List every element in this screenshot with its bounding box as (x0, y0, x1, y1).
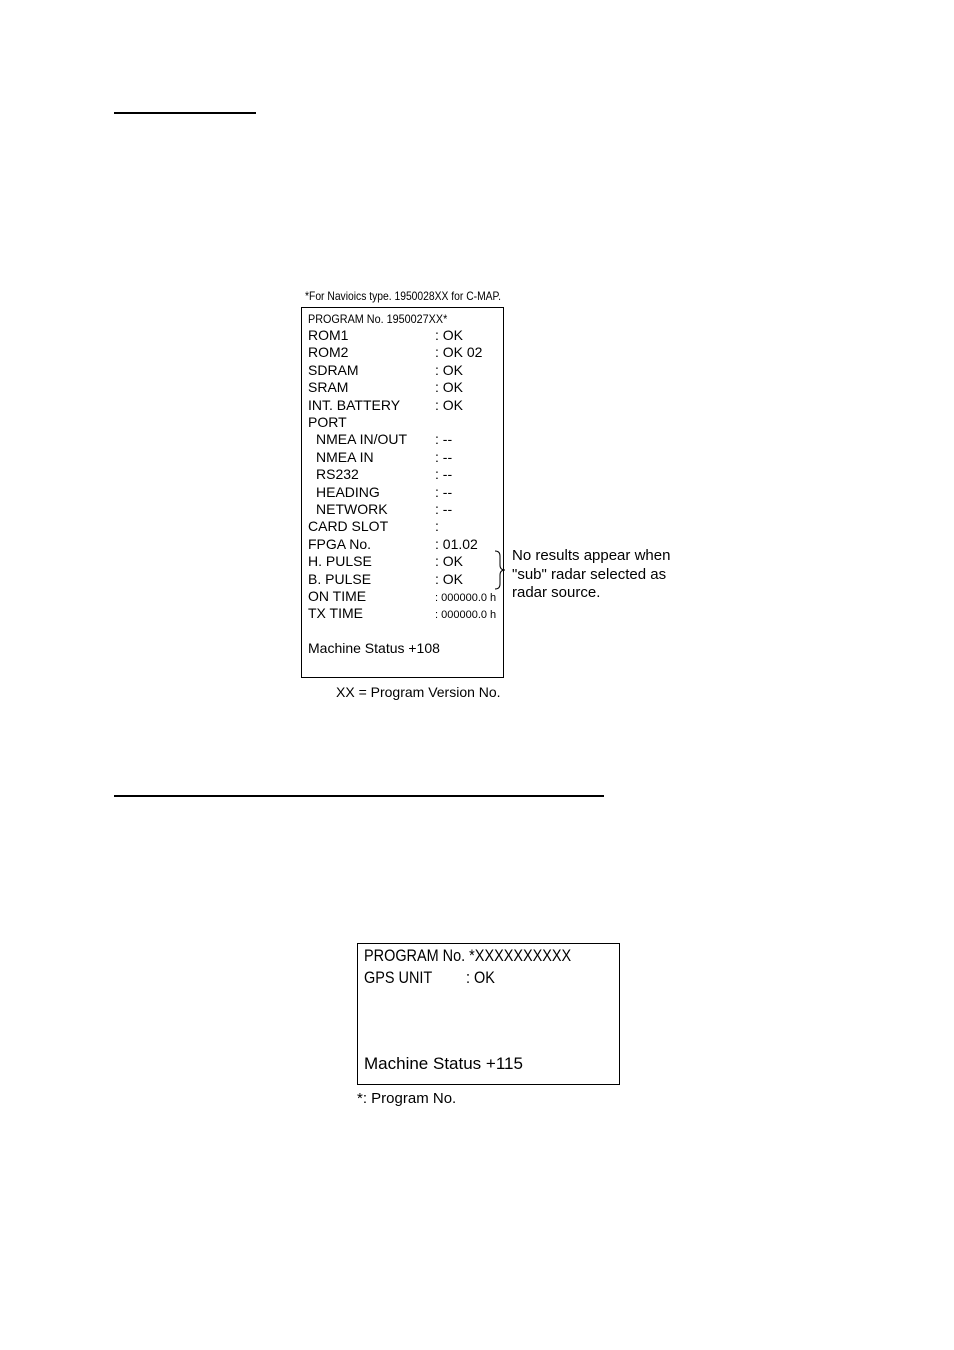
result-value: : -- (435, 501, 453, 517)
result-label: SRAM (308, 379, 349, 395)
section-heading-rule (114, 795, 604, 797)
result-value: : -- (435, 484, 453, 500)
result-label: NMEA IN (316, 449, 374, 465)
result-value: : -- (435, 449, 453, 465)
result-label: TX TIME (308, 605, 363, 621)
result-label: CARD SLOT (308, 518, 389, 534)
result-value: : OK (435, 379, 464, 395)
program-type-note: *For Navioics type. 1950028XX for C-MAP. (305, 289, 501, 303)
machine-status: Machine Status +108 (308, 640, 440, 656)
result-label: PORT (308, 414, 347, 430)
result-value: : -- (435, 466, 453, 482)
result-label: FPGA No. (308, 536, 372, 552)
result-value: : OK (435, 571, 464, 587)
result-value: : 01.02 (435, 536, 478, 552)
result-value: : -- (435, 431, 453, 447)
result-value: : 000000.0 h (435, 592, 497, 604)
gps-program-number: PROGRAM No. *XXXXXXXXXX (364, 946, 572, 965)
result-value: : OK (435, 327, 464, 343)
result-label: HEADING (316, 484, 380, 500)
diagnostic-results-box (301, 307, 504, 678)
result-label: NETWORK (316, 501, 388, 517)
gps-unit-label: GPS UNIT (364, 968, 433, 987)
result-label: INT. BATTERY (308, 397, 401, 413)
brace-icon (493, 550, 507, 590)
result-value: : (435, 518, 439, 534)
result-value: : OK (435, 553, 464, 569)
gps-machine-status: Machine Status +115 (364, 1054, 523, 1073)
result-label: ON TIME (308, 588, 367, 604)
result-value: : OK 02 (435, 344, 483, 360)
gps-results-box (357, 943, 620, 1085)
result-value: : OK (435, 397, 464, 413)
result-label: H. PULSE (308, 553, 372, 569)
gps-unit-value: : OK (466, 968, 495, 987)
result-label: ROM2 (308, 344, 349, 360)
pulse-note: No results appear when "sub" radar selected as radar source. (512, 547, 671, 601)
section-heading-rule (114, 112, 256, 114)
result-value: : 000000.0 h (435, 609, 497, 621)
result-label: ROM1 (308, 327, 349, 343)
program-number: PROGRAM No. 1950027XX* (308, 312, 448, 326)
result-label: SDRAM (308, 362, 359, 378)
result-value: : OK (435, 362, 464, 378)
result-label: NMEA IN/OUT (316, 431, 408, 447)
program-version-caption: XX = Program Version No. (336, 684, 501, 700)
result-label: RS232 (316, 466, 359, 482)
result-label: B. PULSE (308, 571, 372, 587)
program-no-caption: *: Program No. (357, 1090, 457, 1107)
